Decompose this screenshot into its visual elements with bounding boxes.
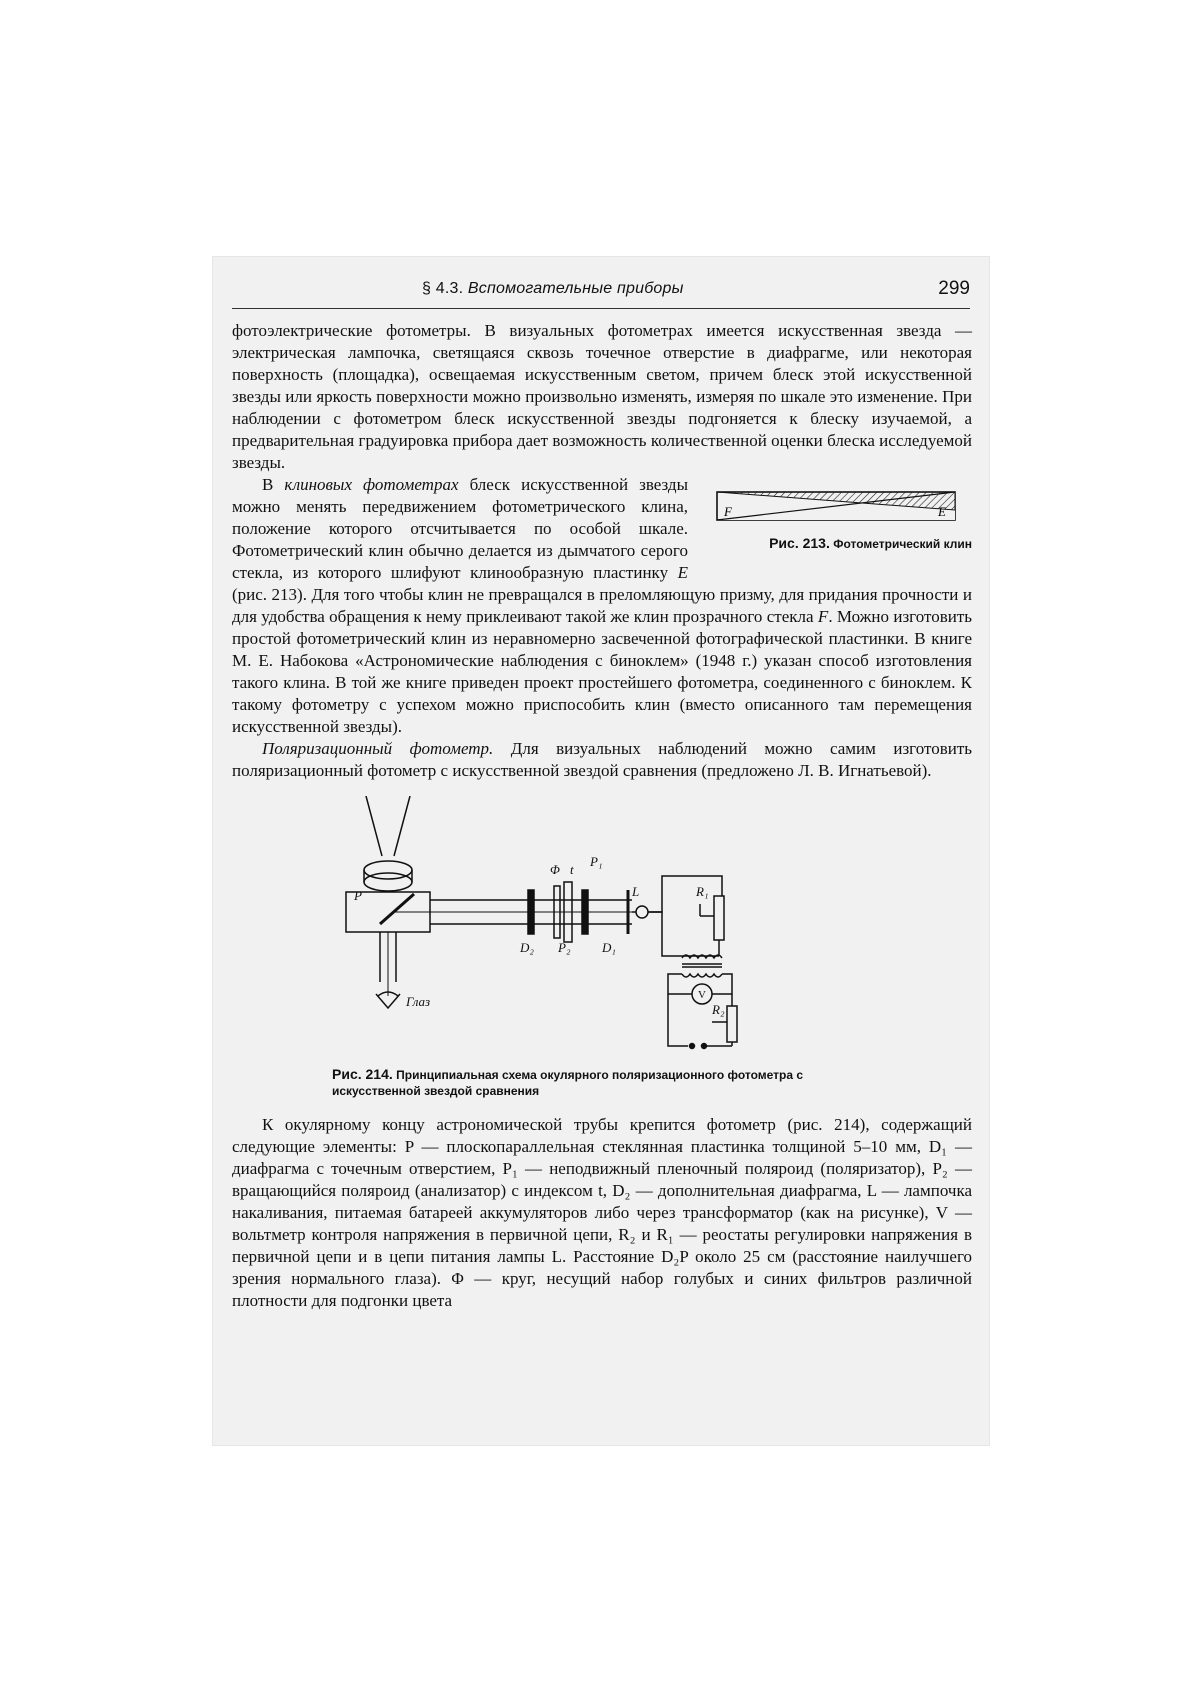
book-page — [212, 256, 990, 1446]
label-r1: R₁ — [696, 884, 709, 899]
paragraph-1: фотоэлектрические фотометры. В визуальных фотометрах имеется искусственная звезда — электрическая лампочка, светящаяся сквозь точечное отверстие в диафрагме, или некоторая поверхность (площадка), освещаемая искусственным светом, причем блеск этой искусственной звезды или яркость поверхности можно произвольно изменять, измеряя по шкале это изменение. При наблюдении с фотометром блеск искусственной звезды подгоняется к блеску изучаемой, а предварительная градуировка прибора дает возможность количественной оценки блеска исследуемой звезды. — [232, 321, 972, 472]
figure-214-diagram — [332, 796, 812, 1058]
wedge-label-e: E — [938, 504, 946, 519]
label-p: P — [354, 888, 362, 903]
label-r2: R₂ — [712, 1002, 725, 1017]
p2-text-3: . Можно изготовить простой фотометрический клин из неравномерно засвеченной фотографической пластинки. В книге М. Е. Набокова «Астрономические наблюдения с биноклем» (1948 г.) указан способ изготовления такого клина. В той же книге приведен проект простейшего фотометра, соединенного с биноклем. К такому фотометру с успехом можно приспособить клин (вместо описанного там перемещения искусственной звезды). — [232, 607, 972, 736]
text-block-bottom — [232, 1114, 972, 1312]
p2-f: F — [817, 607, 829, 626]
p3-emphasis: Поляризационный фотометр. — [262, 739, 494, 758]
label-v: V — [698, 989, 706, 1001]
figure-214-caption-text: Принципиальная схема окулярного поляризационного фотометра с искусственной звездой сравнения — [332, 1068, 804, 1098]
label-p1: P₁ — [590, 854, 603, 869]
p2-text: блеск искусственной звезды можно менять передвижением фотометрического клина, положение которого отсчитывается по особой шкале. Фотометрический клин обычно делается из дымчатого серого стекла, из которого шлифуют клинообразную пластинку — [232, 475, 689, 582]
section-title: Вспомогательные приборы — [467, 280, 684, 297]
text-block-top — [232, 320, 972, 782]
label-eye: Глаз — [406, 994, 431, 1009]
wedge-drawing — [716, 490, 956, 524]
paragraph-3 — [232, 738, 972, 782]
figure-213-caption-text: Фотометрический клин — [833, 537, 972, 551]
p2-emphasis: клиновых фотометрах — [284, 475, 459, 494]
label-d2: D₂ — [520, 940, 534, 955]
figure-213-label: Рис. 213. — [769, 535, 830, 551]
p3-text: Для визуальных наблюдений можно самим изготовить поляризационный фотометр с искусственной звездой сравнения (предложено Л. В. Игнатьевой). — [232, 739, 973, 780]
paragraph-4: К окулярному концу астрономической трубы крепится фотометр (рис. 214), содержащий следующие элементы: P — плоскопараллельная стеклянная пластинка толщиной 5–10 мм, D₁ — диафрагма с точечным отверстием, P₁ — неподвижный пленочный поляроид (поляризатор), P₂ — вращающийся поляроид (анализатор) с индексом t, D₂ — дополнительная диафрагма, L — лампочка накаливания, питаемая батареей аккумуляторов либо через трансформатор (как на рисунке), V — вольтметр контроля напряжения в первичной цепи, R₂ и R₁ — реостаты регулировки напряжения в первичной цепи и в цепи питания лампы L. Расстояние D₂P около 25 см (расстояние наилучшего зрения нормального глаза). Φ — круг, несущий набор голубых и синих фильтров различной плотности для подгонки цвета — [232, 1115, 972, 1310]
label-phi: Φ — [550, 862, 560, 877]
label-d1: D₁ — [602, 940, 616, 955]
figure-213-caption — [702, 532, 972, 555]
label-p2: P₂ — [558, 940, 571, 955]
p2-lead: В — [262, 475, 274, 494]
figure-214-caption — [332, 1066, 812, 1099]
label-t: t — [570, 862, 574, 877]
label-l: L — [632, 884, 640, 899]
running-header — [232, 280, 970, 309]
p2-e: E — [677, 563, 688, 582]
section-number: § 4.3. — [422, 280, 464, 297]
page-number: 299 — [938, 278, 970, 299]
figure-214-label: Рис. 214. — [332, 1066, 393, 1082]
p2-text-2: (рис. 213). Для того чтобы клин не превращался в преломляющую призму, для придания прочности и для удобства обращения к нему приклеивают такой же клин прозрачного стекла — [232, 585, 972, 626]
running-title — [422, 280, 684, 298]
figure-213 — [702, 478, 972, 570]
wedge-label-f: F — [724, 504, 732, 519]
